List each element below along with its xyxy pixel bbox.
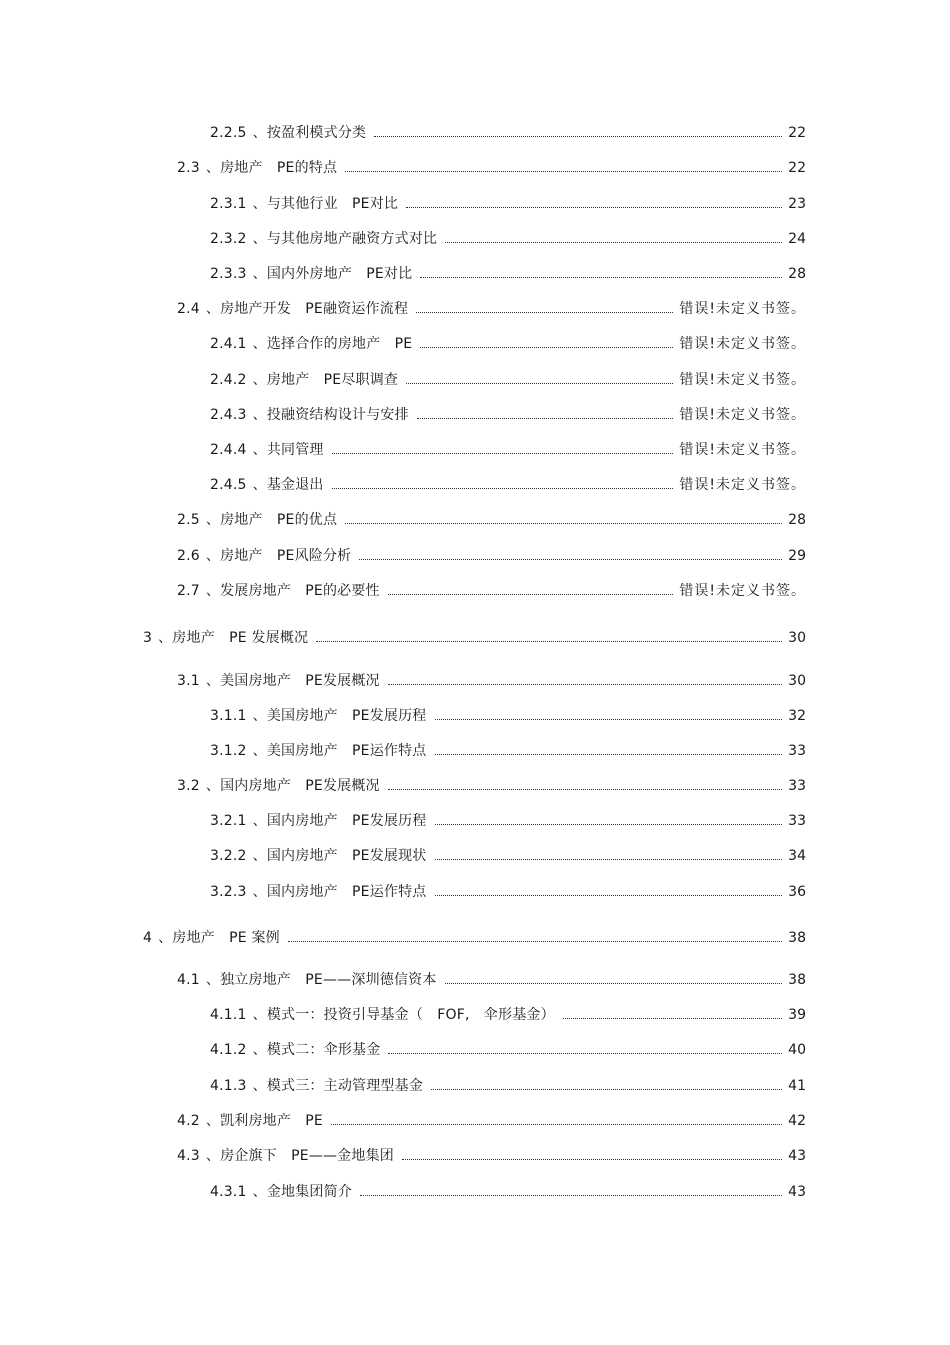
toc-entry[interactable] (210, 472, 806, 494)
toc-entry-page: 43 (788, 1184, 806, 1200)
toc-entry-title: 、房地产 PE风险分析 (205, 548, 352, 564)
toc-entry[interactable] (210, 1179, 806, 1201)
toc-entry-page: 39 (788, 1007, 806, 1023)
toc-entry-page: 错误!未定义书签。 (679, 407, 806, 423)
toc-entry[interactable] (210, 120, 806, 142)
toc-entry-page: 29 (788, 548, 806, 564)
toc-entry[interactable] (143, 925, 806, 947)
toc-entry-number: 2.3.1 (210, 196, 247, 212)
toc-entry-page: 40 (788, 1042, 806, 1058)
toc-entry-page: 错误!未定义书签。 (679, 583, 806, 599)
toc-entry[interactable] (210, 367, 806, 389)
toc-entry-title: 、房地产 PE尽职调查 (252, 372, 399, 388)
toc-entry[interactable] (177, 543, 806, 565)
toc-entry-title: 、国内房地产 PE发展历程 (252, 813, 427, 829)
toc-entry[interactable] (177, 507, 806, 529)
toc-entry-title: 、国内外房地产 PE对比 (252, 266, 413, 282)
toc-entry-page: 34 (788, 848, 806, 864)
toc-entry-title: 、房地产开发 PE融资运作流程 (205, 301, 409, 317)
toc-entry-number: 3.2.2 (210, 848, 247, 864)
toc-leader-dots (435, 895, 783, 896)
toc-leader-dots (360, 1195, 782, 1196)
toc-entry-page: 28 (788, 266, 806, 282)
toc-leader-dots (388, 594, 674, 595)
toc-entry-page: 错误!未定义书签。 (679, 336, 806, 352)
toc-leader-dots (345, 171, 782, 172)
toc-entry-number: 3 (143, 630, 153, 646)
toc-entry-page: 30 (788, 630, 806, 646)
toc-leader-dots (345, 523, 782, 524)
toc-entry[interactable] (177, 155, 806, 177)
toc-entry-number: 2.3.3 (210, 266, 247, 282)
toc-entry-page: 41 (788, 1078, 806, 1094)
toc-entry-page: 38 (788, 930, 806, 946)
toc-entry[interactable] (210, 226, 806, 248)
toc-entry-number: 4.1.2 (210, 1042, 247, 1058)
toc-entry-page: 错误!未定义书签。 (679, 301, 806, 317)
toc-leader-dots (435, 754, 783, 755)
toc-entry-number: 3.2 (177, 778, 200, 794)
toc-entry-page: 24 (788, 231, 806, 247)
toc-entry-title: 、投融资结构设计与安排 (252, 407, 409, 423)
toc-entry-number: 3.2.1 (210, 813, 247, 829)
toc-entry-title: 、模式三：主动管理型基金 (252, 1078, 424, 1094)
toc-entry-number: 4.1.1 (210, 1007, 247, 1023)
toc-entry[interactable] (210, 1073, 806, 1095)
toc-leader-dots (406, 207, 782, 208)
toc-entry-number: 2.4.3 (210, 407, 247, 423)
toc-entry-page: 22 (788, 125, 806, 141)
toc-entry-number: 2.4 (177, 301, 200, 317)
toc-entry[interactable] (210, 703, 806, 725)
toc-entry-page: 30 (788, 673, 806, 689)
toc-entry-page: 错误!未定义书签。 (679, 372, 806, 388)
toc-leader-dots (445, 983, 783, 984)
toc-entry[interactable] (177, 578, 806, 600)
toc-leader-dots (435, 719, 783, 720)
toc-entry-page: 42 (788, 1113, 806, 1129)
toc-entry-number: 4.3.1 (210, 1184, 247, 1200)
toc-entry[interactable] (177, 668, 806, 690)
toc-entry[interactable] (210, 843, 806, 865)
toc-entry[interactable] (210, 879, 806, 901)
toc-entry-page: 33 (788, 813, 806, 829)
toc-entry-page: 错误!未定义书签。 (679, 477, 806, 493)
toc-entry-number: 3.2.3 (210, 884, 247, 900)
toc-entry-number: 4 (143, 930, 153, 946)
toc-entry-page: 38 (788, 972, 806, 988)
toc-leader-dots (388, 789, 782, 790)
toc-entry-page: 33 (788, 778, 806, 794)
toc-entry-number: 2.4.4 (210, 442, 247, 458)
toc-entry-number: 2.6 (177, 548, 200, 564)
toc-entry[interactable] (210, 331, 806, 353)
toc-leader-dots (420, 347, 673, 348)
toc-entry-page: 33 (788, 743, 806, 759)
toc-entry[interactable] (177, 773, 806, 795)
toc-entry-number: 2.4.1 (210, 336, 247, 352)
toc-entry[interactable] (210, 1002, 806, 1024)
toc-entry-page: 23 (788, 196, 806, 212)
toc-entry-title: 、独立房地产 PE——深圳德信资本 (205, 972, 437, 988)
toc-entry[interactable] (210, 191, 806, 213)
toc-entry[interactable] (210, 738, 806, 760)
toc-entry-title: 、房地产 PE的优点 (205, 512, 338, 528)
toc-entry[interactable] (177, 967, 806, 989)
toc-entry-title: 、国内房地产 PE运作特点 (252, 884, 427, 900)
toc-entry-number: 4.2 (177, 1113, 200, 1129)
toc-leader-dots (435, 859, 783, 860)
toc-leader-dots (374, 136, 782, 137)
toc-entry-title: 、选择合作的房地产 PE (252, 336, 413, 352)
toc-entry-number: 2.3.2 (210, 231, 247, 247)
toc-entry[interactable] (210, 808, 806, 830)
toc-entry-title: 、国内房地产 PE发展现状 (252, 848, 427, 864)
toc-entry[interactable] (210, 402, 806, 424)
toc-leader-dots (420, 277, 782, 278)
toc-entry-title: 、基金退出 (252, 477, 324, 493)
toc-entry-title: 、与其他行业 PE对比 (252, 196, 399, 212)
toc-entry-title: 、美国房地产 PE运作特点 (252, 743, 427, 759)
toc-leader-dots (332, 488, 674, 489)
toc-entry[interactable] (177, 1108, 806, 1130)
toc-entry[interactable] (177, 296, 806, 318)
toc-entry-number: 2.4.2 (210, 372, 247, 388)
toc-entry-title: 、模式二：伞形基金 (252, 1042, 381, 1058)
toc-entry-number: 3.1.2 (210, 743, 247, 759)
toc-entry-number: 2.5 (177, 512, 200, 528)
toc-entry-title: 、按盈利模式分类 (252, 125, 367, 141)
toc-entry-title: 、房地产 PE的特点 (205, 160, 338, 176)
toc-entry-title: 、美国房地产 PE发展历程 (252, 708, 427, 724)
toc-entry-title: 、美国房地产 PE发展概况 (205, 673, 380, 689)
toc-leader-dots (417, 418, 674, 419)
toc-entry-title: 、模式一：投资引导基金（ FOF, 伞形基金） (252, 1007, 555, 1023)
toc-leader-dots (359, 559, 782, 560)
toc-leader-dots (435, 824, 783, 825)
toc-entry-page: 32 (788, 708, 806, 724)
toc-entry[interactable] (143, 625, 806, 647)
toc-entry-title: 、发展房地产 PE的必要性 (205, 583, 380, 599)
toc-entry[interactable] (177, 1143, 806, 1165)
toc-leader-dots (563, 1018, 782, 1019)
toc-entry-number: 2.7 (177, 583, 200, 599)
toc-entry-page: 43 (788, 1148, 806, 1164)
toc-entry[interactable] (210, 437, 806, 459)
toc-entry-page: 28 (788, 512, 806, 528)
toc-leader-dots (431, 1089, 782, 1090)
toc-leader-dots (331, 1124, 782, 1125)
toc-entry-title: 、房地产 PE 发展概况 (158, 630, 309, 646)
toc-entry-page: 错误!未定义书签。 (679, 442, 806, 458)
toc-entry-title: 、共同管理 (252, 442, 324, 458)
toc-leader-dots (406, 383, 673, 384)
toc-entry-number: 4.3 (177, 1148, 200, 1164)
toc-entry-title: 、国内房地产 PE发展概况 (205, 778, 380, 794)
toc-entry-number: 4.1.3 (210, 1078, 247, 1094)
toc-leader-dots (288, 941, 782, 942)
toc-entry-number: 4.1 (177, 972, 200, 988)
toc-entry-number: 2.4.5 (210, 477, 247, 493)
toc-leader-dots (388, 1053, 782, 1054)
toc-entry-title: 、房地产 PE 案例 (158, 930, 280, 946)
toc-leader-dots (332, 453, 674, 454)
toc-entry-number: 3.1.1 (210, 708, 247, 724)
toc-entry-page: 36 (788, 884, 806, 900)
toc-entry-number: 2.3 (177, 160, 200, 176)
toc-entry-title: 、与其他房地产融资方式对比 (252, 231, 438, 247)
toc-entry-title: 、金地集团简介 (252, 1184, 353, 1200)
toc-leader-dots (445, 242, 782, 243)
toc-entry-title: 、凯利房地产 PE (205, 1113, 323, 1129)
toc-entry[interactable] (210, 1037, 806, 1059)
toc-entry-number: 2.2.5 (210, 125, 247, 141)
toc-entry-page: 22 (788, 160, 806, 176)
toc-leader-dots (388, 684, 782, 685)
toc-leader-dots (402, 1159, 782, 1160)
toc-leader-dots (316, 641, 782, 642)
toc-entry-number: 3.1 (177, 673, 200, 689)
toc-entry[interactable] (210, 261, 806, 283)
toc-leader-dots (416, 312, 673, 313)
toc-entry-title: 、房企旗下 PE——金地集团 (205, 1148, 394, 1164)
